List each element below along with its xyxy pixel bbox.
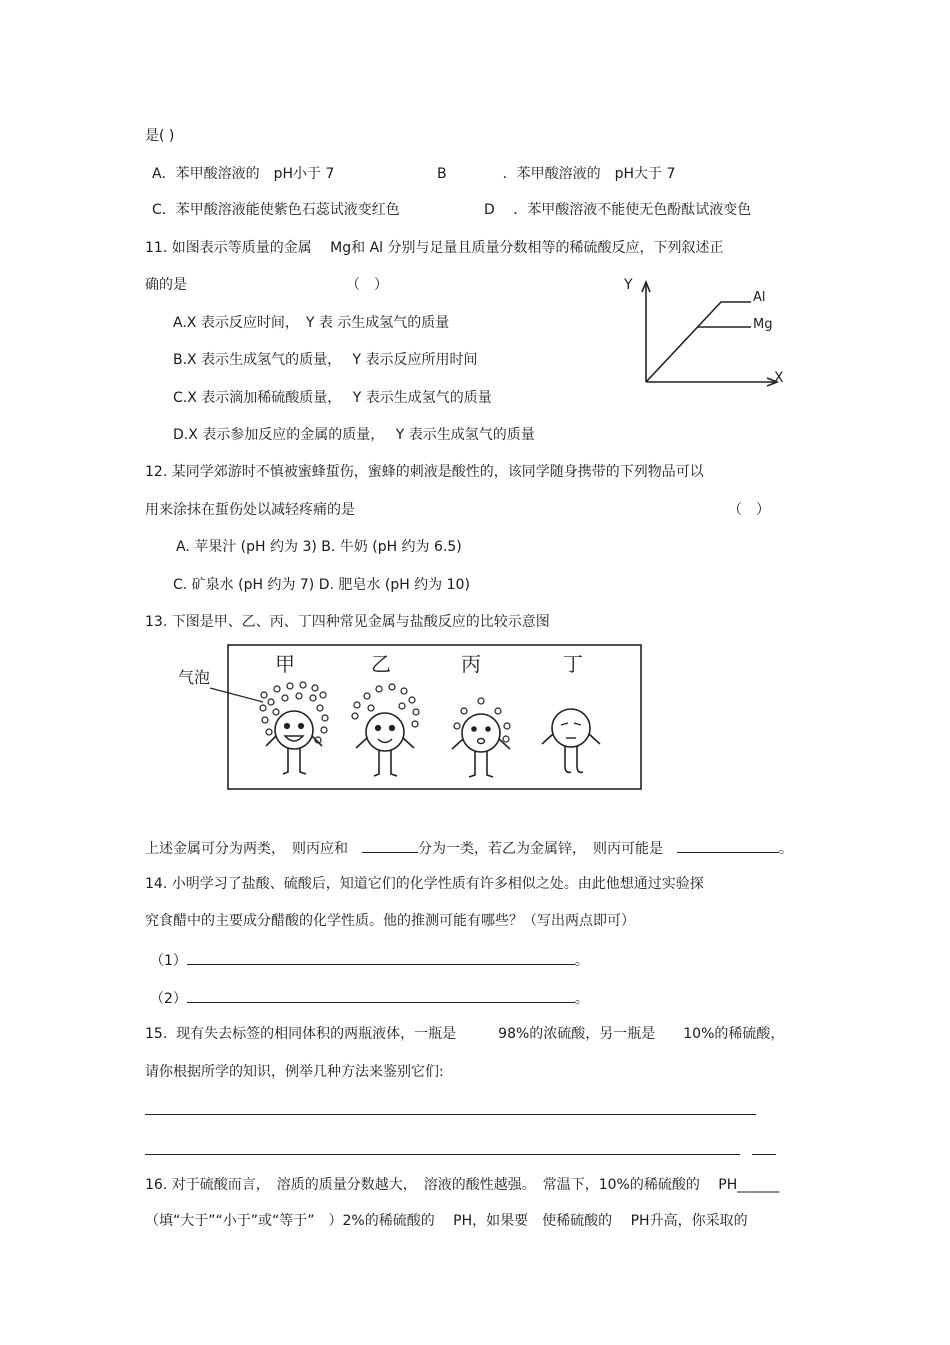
q11-option-a: A.X 表示反应时间， Y 表 示生成氢气的质量 xyxy=(173,315,450,331)
q13-blank-2[interactable] xyxy=(677,838,779,853)
metal-bing-figure xyxy=(452,698,510,777)
metal-ding-figure xyxy=(542,709,600,772)
q13-stem: 13. 下图是甲、乙、丙、丁四种常见金属与盐酸反应的比较示意图 xyxy=(145,614,550,630)
q14-stem-line2: 究食醋中的主要成分醋酸的化学性质。他的推测可能有哪些？（写出两点即可） xyxy=(145,913,635,929)
q12-options-ab: A. 苹果汁 (pH 约为 3) B. 牛奶 (pH 约为 6.5) xyxy=(176,539,462,555)
q14-item-2-end: 。 xyxy=(574,991,589,1007)
q14-answer-2 xyxy=(150,988,589,1008)
q15-stem-line2: 请你根据所学的知识，例举几种方法来鉴别它们: xyxy=(145,1064,444,1080)
q16-stem-line1: 16. 对于硫酸而言， 溶质的质量分数越大， 溶液的酸性越强。 常温下，10%的稀硫酸的 PH______ xyxy=(145,1177,780,1193)
bubble-label: 气泡 xyxy=(178,668,211,687)
q13-answer-part2: 分为一类，若乙为金属锌， 则丙可能是 xyxy=(418,841,663,857)
q11-stem-line2: 确的是 xyxy=(145,277,187,293)
metal-jia-figure xyxy=(260,682,328,774)
q15-answer-line-2[interactable] xyxy=(145,1154,740,1155)
q12-stem-line1: 12. 某同学郊游时不慎被蜜蜂蜇伤，蜜蜂的刺液是酸性的，该同学随身携带的下列物品可以 xyxy=(145,464,704,480)
q15-answer-line-1[interactable] xyxy=(145,1114,756,1115)
q15-stem-line1: 15. 现有失去标签的相同体积的两瓶液体，一瓶是 98%的浓硫酸，另一瓶是 10%的稀硫酸， xyxy=(145,1026,785,1042)
q14-blank-1[interactable] xyxy=(187,950,575,965)
q10-option-a: A．苯甲酸溶液的 pH小于 7 xyxy=(152,166,335,182)
q12-options-cd: C. 矿泉水 (pH 约为 7) D. 肥皂水 (pH 约为 10) xyxy=(173,577,470,593)
metal-jia-label: 甲 xyxy=(275,652,295,676)
q14-answer-1 xyxy=(150,950,589,970)
q10-option-d: D ．苯甲酸溶液不能使无色酚酞试液变色 xyxy=(484,202,752,218)
q11-option-b: B.X 表示生成氢气的质量， Y 表示反应所用时间 xyxy=(173,352,478,368)
metal-ding-label: 丁 xyxy=(563,652,583,676)
q14-stem-line1: 14. 小明学习了盐酸、硫酸后，知道它们的化学性质有许多相似之处。由此他想通过实验探 xyxy=(145,876,704,892)
q11-graph-x-label: X xyxy=(774,370,784,386)
q11-graph xyxy=(615,270,795,390)
metal-yi-label: 乙 xyxy=(371,652,391,676)
q15-answer-line-2-tail[interactable] xyxy=(752,1154,776,1155)
q12-answer-paren: （ ） xyxy=(728,502,770,518)
q14-item-1-end: 。 xyxy=(574,953,589,969)
metal-bing-label: 丙 xyxy=(461,652,481,676)
q10-option-b: B ．苯甲酸溶液的 pH大于 7 xyxy=(437,166,676,182)
q11-answer-paren: （ ） xyxy=(346,277,388,293)
q14-item-1-label: （1） xyxy=(150,953,187,969)
q11-option-d: D.X 表示参加反应的金属的质量， Y 表示生成氢气的质量 xyxy=(173,427,535,443)
q13-answer-part1: 上述金属可分为两类， 则丙应和 xyxy=(145,841,348,857)
q13-answer-line xyxy=(145,838,793,858)
q12-stem-line2: 用来涂抹在蜇伤处以减轻疼痛的是 xyxy=(145,502,355,518)
q16-stem-line2: （填“大于”“小于”或“等于” ）2%的稀硫酸的 PH，如果要 使稀硫酸的 PH升高，你采取的 xyxy=(145,1213,748,1229)
q13-answer-end: 。 xyxy=(779,841,793,857)
metal-yi-figure xyxy=(352,684,419,776)
q13-blank-1[interactable] xyxy=(362,838,418,853)
q13-figure xyxy=(175,642,645,792)
q11-graph-y-label: Y xyxy=(624,277,633,293)
q11-graph-mg-label: Mg xyxy=(753,317,773,332)
q10-option-c: C．苯甲酸溶液能使紫色石蕊试液变红色 xyxy=(152,202,400,218)
q11-stem-line1: 11. 如图表示等质量的金属 Mg和 Al 分别与足量且质量分数相等的稀硫酸反应，下列叙述正 xyxy=(145,240,724,256)
q14-item-2-label: （2） xyxy=(150,991,187,1007)
q11-graph-al-label: Al xyxy=(753,290,766,305)
q11-option-c: C.X 表示滴加稀硫酸质量， Y 表示生成氢气的质量 xyxy=(173,390,492,406)
q10-stem-tail: 是( ) xyxy=(145,128,175,144)
q14-blank-2[interactable] xyxy=(187,988,575,1003)
